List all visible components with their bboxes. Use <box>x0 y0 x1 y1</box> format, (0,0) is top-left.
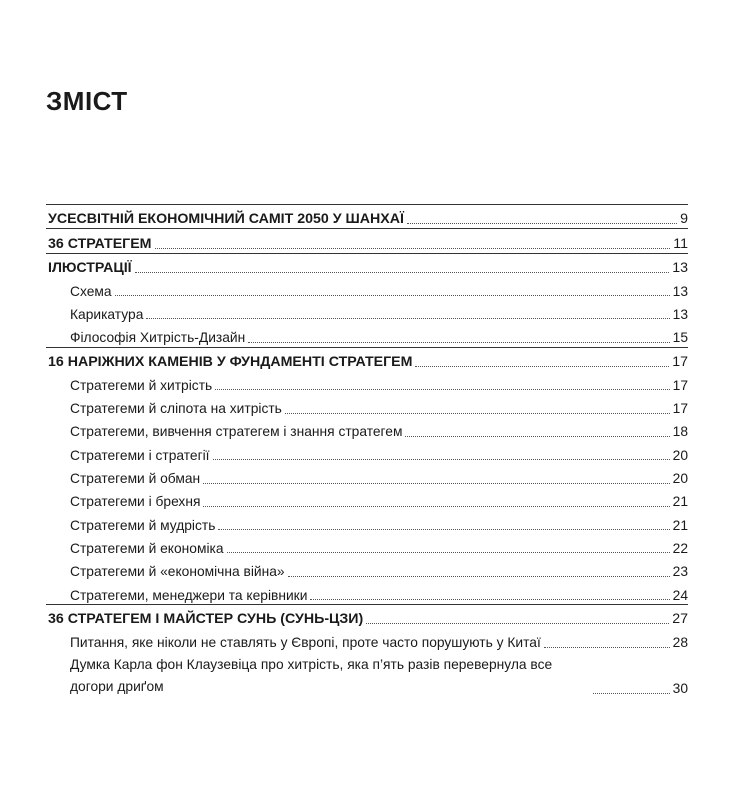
toc-section <box>46 204 688 228</box>
dot-leader <box>146 318 669 319</box>
toc-entry-minor[interactable] <box>46 628 688 651</box>
toc-entry-minor[interactable] <box>46 534 688 557</box>
toc-entry-minor[interactable] <box>46 418 688 441</box>
dot-leader <box>115 295 670 296</box>
toc-entry-title: Стратегеми і стратегії <box>70 447 210 463</box>
toc-page-number: 22 <box>672 540 688 556</box>
toc-page-number: 21 <box>672 494 688 510</box>
toc-entry-title: Думка Карла фон Клаузевіца про хитрість, яка п’ять разів перевернула все догори дриґом <box>70 656 553 694</box>
toc-entry-minor[interactable] <box>46 557 688 580</box>
toc-section <box>46 228 688 252</box>
toc-section <box>46 347 688 604</box>
dot-leader <box>285 413 670 414</box>
toc-entry-title: Філософія Хитрість-Дизайн <box>70 330 246 346</box>
toc-entry-major[interactable] <box>46 348 688 371</box>
toc-page-number: 17 <box>672 377 688 393</box>
toc-page-number: 11 <box>673 235 688 252</box>
toc-entry-title: УСЕСВІТНІЙ ЕКОНОМІЧНИЙ САМІТ 2050 У ШАНХАЇ <box>48 211 404 228</box>
toc-page-number: 13 <box>672 283 688 299</box>
toc-entry-minor[interactable] <box>46 488 688 511</box>
toc-entry-title: Схема <box>70 283 112 299</box>
toc-entry-title: Карикатура <box>70 306 144 322</box>
toc-section <box>46 604 688 698</box>
toc-entry-title: ІЛЮСТРАЦІЇ <box>48 259 132 276</box>
toc-entry-minor[interactable] <box>46 581 688 604</box>
dot-leader <box>366 623 669 624</box>
toc-page-number: 20 <box>672 447 688 463</box>
toc-entry-major[interactable] <box>46 229 688 252</box>
dot-leader <box>310 599 669 600</box>
dot-leader <box>407 223 677 224</box>
toc-entry-major[interactable] <box>46 205 688 228</box>
dot-leader <box>203 483 669 484</box>
toc-page-number: 23 <box>672 564 688 580</box>
toc-entry-minor[interactable] <box>46 652 688 698</box>
toc-entry-minor[interactable] <box>46 300 688 323</box>
dot-leader <box>203 506 669 507</box>
toc-page-number: 20 <box>672 471 688 487</box>
toc-page-number: 9 <box>680 211 688 228</box>
dot-leader <box>215 389 669 390</box>
toc-entry-major[interactable] <box>46 605 688 628</box>
toc-entry-title: Стратегеми й сліпота на хитрість <box>70 401 282 417</box>
dot-leader <box>135 272 670 273</box>
toc-section <box>46 253 688 347</box>
toc-entry-title: Питання, яке ніколи не ставлять у Європі, проте часто порушують у Китаї <box>70 635 541 651</box>
toc-entry-title: 36 СТРАТЕГЕМ І МАЙСТЕР СУНЬ (СУНЬ-ЦЗИ) <box>48 611 364 628</box>
toc-page-number: 13 <box>672 306 688 322</box>
toc-page-number: 13 <box>672 259 688 276</box>
dot-leader <box>213 459 670 460</box>
dot-leader <box>288 576 670 577</box>
toc-entry-minor[interactable] <box>46 464 688 487</box>
toc-entry-title: 36 СТРАТЕГЕМ <box>48 235 152 252</box>
toc-entry-title: Стратегеми й мудрість <box>70 517 216 533</box>
dot-leader <box>248 342 669 343</box>
toc-entry-major[interactable] <box>46 254 688 277</box>
toc-entry-minor[interactable] <box>46 277 688 300</box>
toc-page-number: 24 <box>672 587 688 603</box>
toc-page-number: 17 <box>672 354 688 371</box>
dot-leader <box>415 366 669 367</box>
toc-page-number: 17 <box>672 401 688 417</box>
toc-page-number: 21 <box>672 517 688 533</box>
toc-entry-minor[interactable] <box>46 371 688 394</box>
toc-entry-title: Стратегеми, менеджери та керівники <box>70 587 308 603</box>
dot-leader <box>227 552 670 553</box>
toc-entry-minor[interactable] <box>46 441 688 464</box>
toc-entry-title: 16 НАРІЖНИХ КАМЕНІВ У ФУНДАМЕНТІ СТРАТЕГЕМ <box>48 354 413 371</box>
toc-entry-minor[interactable] <box>46 394 688 417</box>
toc-page-number: 30 <box>672 681 688 697</box>
toc-entry-minor[interactable] <box>46 511 688 534</box>
dot-leader <box>405 436 669 437</box>
dot-leader <box>218 529 669 530</box>
table-of-contents <box>46 204 688 698</box>
toc-entry-title: Стратегеми й хитрість <box>70 377 213 393</box>
dot-leader <box>155 248 671 249</box>
toc-entry-title: Стратегеми і брехня <box>70 494 201 510</box>
toc-page-number: 27 <box>672 611 688 628</box>
page-title: ЗМІСТ <box>46 86 128 116</box>
toc-page-number: 28 <box>672 635 688 651</box>
dot-leader <box>544 647 670 648</box>
dot-leader <box>593 693 670 694</box>
toc-entry-title: Стратегеми й «економічна війна» <box>70 564 285 580</box>
toc-page-number: 18 <box>672 424 688 440</box>
toc-entry-title: Стратегеми й обман <box>70 471 201 487</box>
toc-entry-title: Стратегеми й економіка <box>70 540 224 556</box>
toc-entry-title: Стратегеми, вивчення стратегем і знання стратегем <box>70 424 403 440</box>
toc-entry-minor[interactable] <box>46 323 688 346</box>
toc-page-number: 15 <box>672 330 688 346</box>
